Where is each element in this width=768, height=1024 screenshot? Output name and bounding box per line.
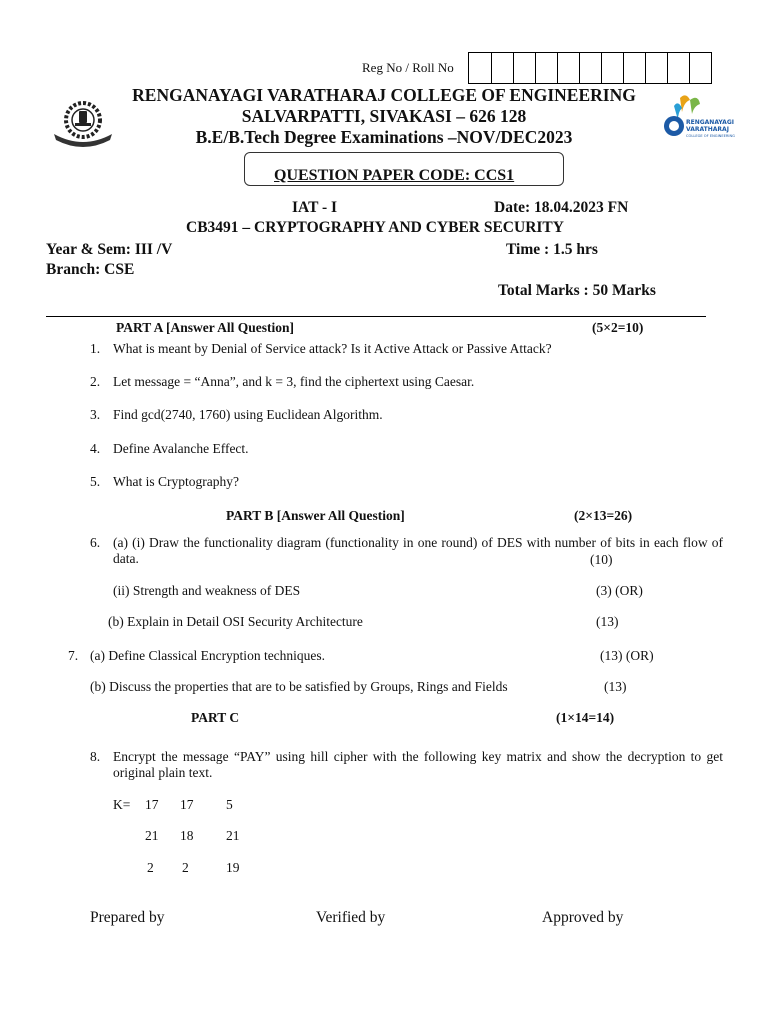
question-number: 2. [90,374,101,389]
divider-line [46,316,706,317]
matrix-cell: 5 [226,797,233,812]
part-b-title: PART B [Answer All Question] [226,508,405,523]
question-text: Define Avalanche Effect. [113,441,249,456]
question-marks: (13) (OR) [600,648,654,663]
paper-code: QUESTION PAPER CODE: CCS1 [274,167,515,184]
part-c-marks: (1×14=14) [556,710,615,725]
reg-no-label: Reg No / Roll No [362,60,454,75]
question-text: Find gcd(2740, 1760) using Euclidean Algorithm. [113,407,383,422]
question-marks: (13) [596,614,619,629]
part-a-marks: (5×2=10) [592,320,644,335]
question-text: What is Cryptography? [113,474,239,489]
logo-text-1: RENGANAYAGI [686,119,734,126]
test-name: IAT - I [292,199,338,216]
question-marks: (3) (OR) [596,583,643,598]
matrix-cell: 2 [147,860,154,875]
prepared-by: Prepared by [90,909,165,926]
part-c-title: PART C [191,710,240,725]
approved-by: Approved by [542,909,624,926]
question-number: 5. [90,474,101,489]
question-number: 6. [90,535,101,550]
reg-no-row [362,52,712,84]
matrix-cell: 17 [180,797,194,812]
course-title: CB3491 – CRYPTOGRAPHY AND CYBER SECURITY [186,219,564,236]
branch: Branch: CSE [46,261,135,278]
college-address: SALVARPATTI, SIVAKASI – 626 128 [241,106,527,126]
question-text: (b) Explain in Detail OSI Security Architecture [108,614,363,629]
question-text: (a) (i) Draw the functionality diagram (functionality in one round) of DES with number of bits in each flow of data. [113,535,723,566]
exam-title: B.E/B.Tech Degree Examinations –NOV/DEC2023 [195,127,573,147]
matrix-cell: 2 [182,860,189,875]
key-label: K= [113,797,131,812]
matrix-cell: 18 [180,828,194,843]
year-sem: Year & Sem: III /V [46,241,173,258]
verified-by: Verified by [316,909,386,926]
question-number: 7. [68,648,79,663]
question-marks: (13) [604,679,627,694]
reg-no-boxes [468,52,712,84]
question-text: (a) Define Classical Encryption techniques. [90,648,326,663]
matrix-cell: 19 [226,860,240,875]
college-name: RENGANAYAGI VARATHARAJ COLLEGE OF ENGINEERING [132,85,636,105]
question-number: 3. [90,407,101,422]
exam-time: Time : 1.5 hrs [506,241,598,258]
question-text: What is meant by Denial of Service attack? Is it Active Attack or Passive Attack? [113,341,552,356]
question-number: 1. [90,341,101,356]
logo-text-3: COLLEGE OF ENGINEERING [686,134,735,138]
part-b-marks: (2×13=26) [574,508,633,523]
question-number: 8. [90,749,101,764]
question-text: Encrypt the message “PAY” using hill cipher with the following key matrix and show the decryption to get original plain text. [113,749,723,780]
question-marks: (10) [590,552,613,567]
question-text: Let message = “Anna”, and k = 3, find the ciphertext using Caesar. [113,374,475,389]
question-number: 4. [90,441,101,456]
part-a-title: PART A [Answer All Question] [116,320,295,335]
total-marks: Total Marks : 50 Marks [498,282,656,299]
exam-date: Date: 18.04.2023 FN [494,199,629,216]
matrix-cell: 17 [145,797,159,812]
logo-text-2: VARATHARAJ [686,126,729,133]
question-text: (b) Discuss the properties that are to be satisfied by Groups, Rings and Fields [90,679,508,694]
matrix-cell: 21 [226,828,240,843]
matrix-cell: 21 [145,828,159,843]
question-text: (ii) Strength and weakness of DES [113,583,301,598]
